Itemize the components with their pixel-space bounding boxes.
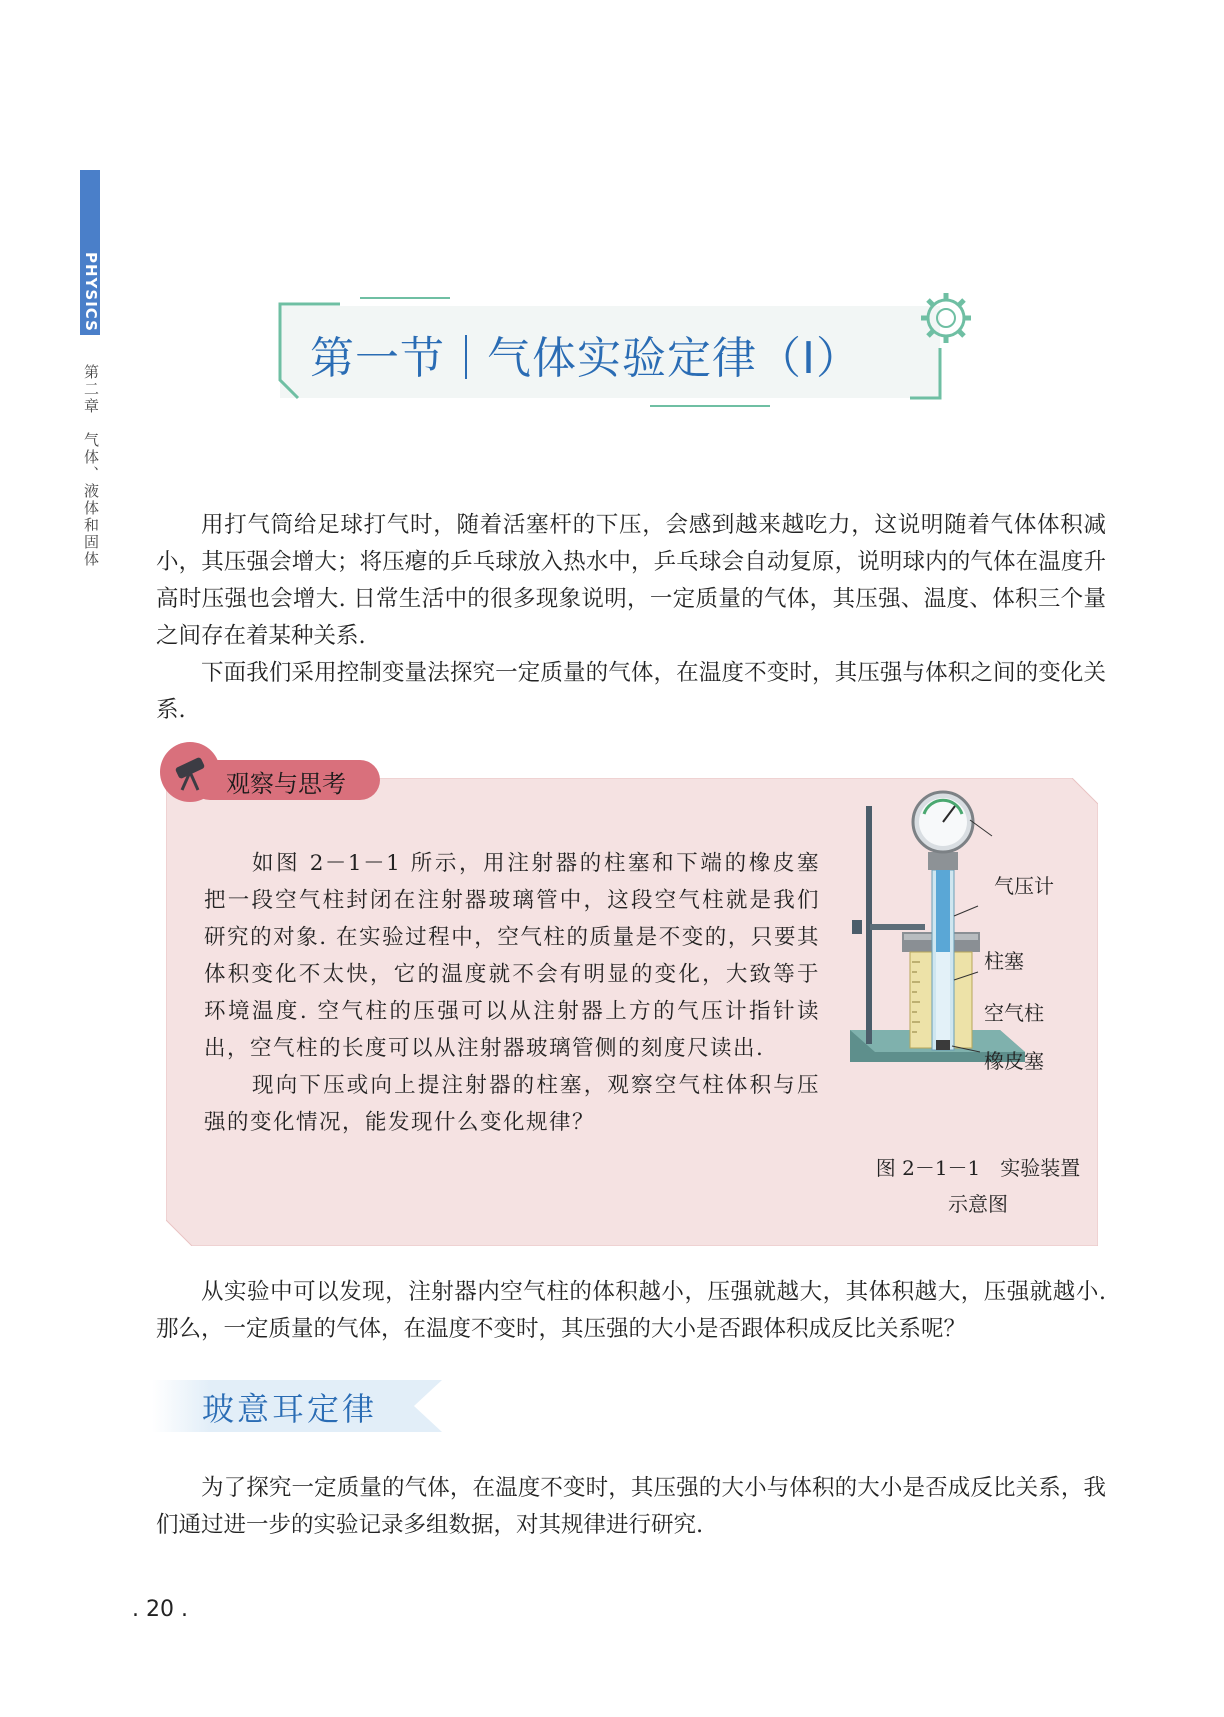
- observe-text: [204, 845, 820, 1141]
- apparatus-figure: [820, 790, 1090, 1140]
- side-physics-label: PHYSICS: [82, 252, 100, 332]
- after-text: [156, 1274, 1106, 1348]
- figure-caption-line1: 图 2－1－1 实验装置: [875, 1156, 1081, 1180]
- intro-text: [156, 507, 1106, 729]
- observe-paragraph-1: 如图 2－1－1 所示，用注射器的柱塞和下端的橡皮塞把一段空气柱封闭在注射器玻璃管中，这段空气柱就是我们研究的对象. 在实验过程中，空气柱的质量是不变的，只要其体积变化不太快，它的温度就不会有明显的变化，大致等于环境温度. 空气柱的压强可以从注射器上方的气压计指针读出，空气柱的长度可以从注射器玻璃管侧的刻度尺读出.: [204, 851, 820, 1061]
- intro-paragraph-1: 用打气筒给足球打气时，随着活塞杆的下压，会感到越来越吃力，这说明随着气体体积减小，其压强会增大；将压瘪的乒乓球放入热水中，乒乓球会自动复原，说明球内的气体在温度升高时压强也会增大. 日常生活中的很多现象说明，一定质量的气体，其压强、温度、体积三个量之间存在着某种关系.: [156, 512, 1106, 649]
- section-title: 气体实验定律（Ⅰ）: [487, 333, 861, 384]
- air-column-label: 空气柱: [984, 1001, 1044, 1025]
- side-chapter-label: 第二章 气体、液体和固体: [82, 364, 100, 568]
- plunger-label: 柱塞: [984, 949, 1024, 973]
- observe-tag-label: 观察与思考: [226, 770, 346, 798]
- figure-caption-line2: 示意图: [948, 1192, 1008, 1216]
- boyle-paragraph: 为了探究一定质量的气体，在温度不变时，其压强的大小与体积的大小是否成反比关系，我们通过进一步的实验记录多组数据，对其规律进行研究.: [156, 1475, 1106, 1538]
- intro-paragraph-2: 下面我们采用控制变量法探究一定质量的气体，在温度不变时，其压强与体积之间的变化关系.: [156, 660, 1106, 723]
- section-heading: [310, 322, 861, 386]
- boyle-text: [156, 1470, 1106, 1544]
- section-subtitle: 玻意耳定律: [202, 1390, 378, 1428]
- rubber-plug-label: 橡皮塞: [984, 1049, 1044, 1073]
- page-number: . 20 .: [132, 1597, 188, 1622]
- title-divider: [465, 335, 467, 379]
- after-paragraph: 从实验中可以发现，注射器内空气柱的体积越小，压强就越大，其体积越大，压强就越小. 那么，一定质量的气体，在温度不变时，其压强的大小是否跟体积成反比关系呢？: [156, 1279, 1106, 1342]
- gear-icon: [921, 293, 971, 343]
- telescope-icon: [160, 742, 220, 802]
- observe-paragraph-2: 现向下压或向上提注射器的柱塞，观察空气柱体积与压强的变化情况，能发现什么变化规律？: [204, 1073, 820, 1135]
- figure-caption: [868, 1150, 1088, 1222]
- section-number: 第一节: [310, 333, 445, 384]
- gauge-label: 气压计: [994, 874, 1054, 898]
